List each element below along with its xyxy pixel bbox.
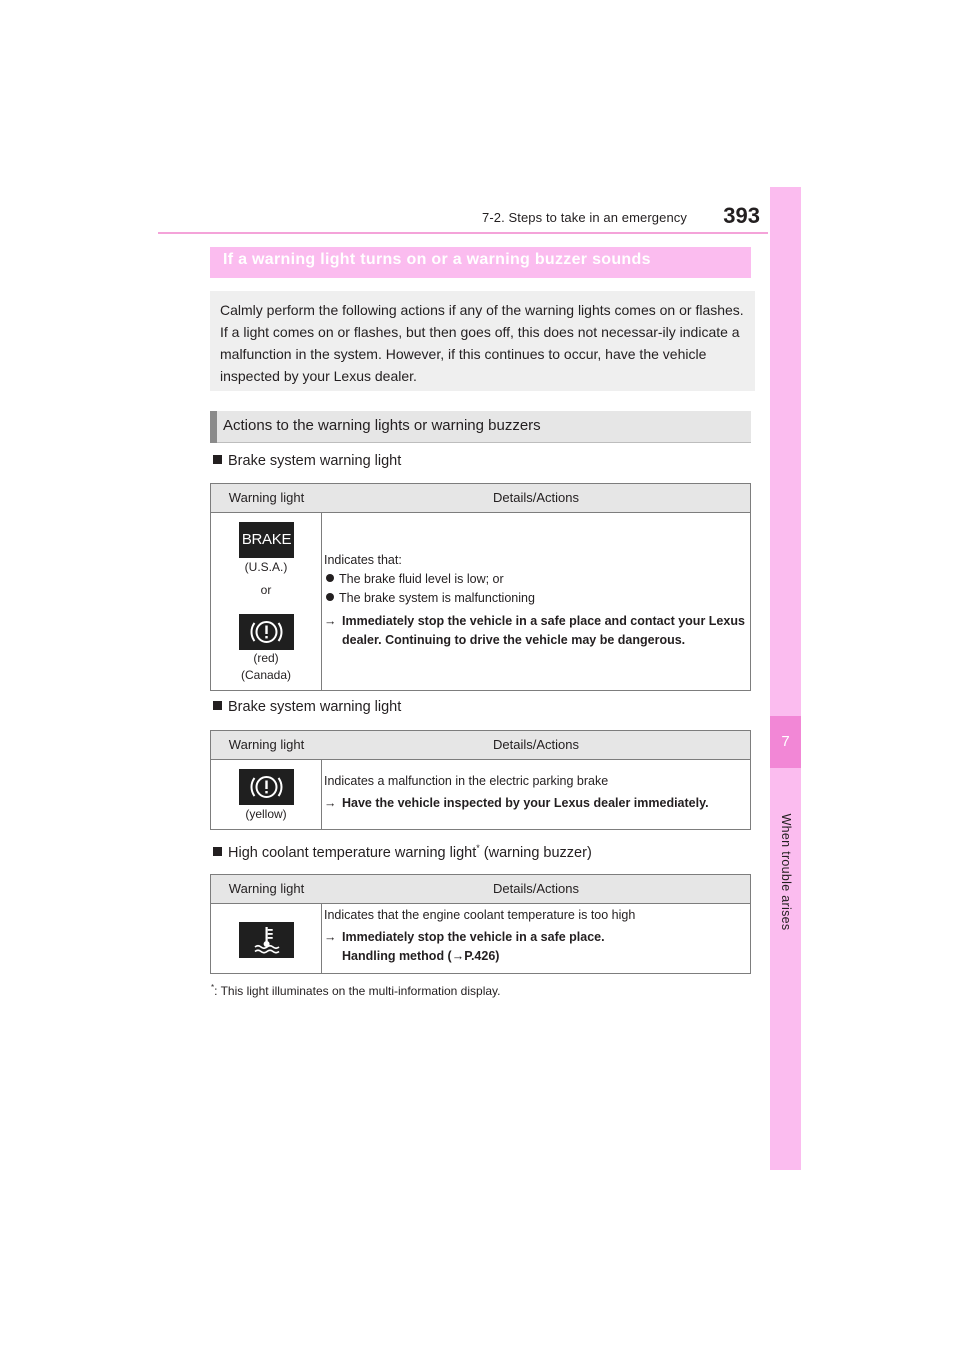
details-cell: Indicates that the engine coolant temperature is too high → Immediately stop the vehicle in a safe place. Handling method (→P.426) [324, 906, 746, 966]
chapter-label: When trouble arises [779, 813, 793, 931]
warning-table [210, 730, 751, 830]
parking-brake-exclamation-icon [239, 769, 294, 805]
list-item: The brake fluid level is low; or [324, 570, 746, 589]
square-bullet-icon [213, 455, 222, 464]
warning-table [210, 483, 751, 691]
table-header [211, 484, 750, 513]
label-usa: (U.S.A.) [244, 560, 288, 574]
label-or: or [260, 583, 272, 597]
action-text: → Immediately stop the vehicle in a safe place. [324, 928, 746, 947]
header-divider [158, 232, 768, 234]
label-yellow: (yellow) [245, 807, 287, 821]
action-text: → Immediately stop the vehicle in a safe place and contact your Lexus [324, 612, 746, 631]
label-red: (red) [253, 651, 279, 665]
section-heading [210, 411, 751, 443]
chapter-side-tab [770, 187, 801, 1170]
label-canada: (Canada) [240, 668, 292, 682]
arrow-icon: → [324, 614, 337, 628]
subsection-title: Brake system warning light [213, 453, 401, 469]
subsection-title: Brake system warning light [213, 699, 401, 715]
arrow-icon: → [324, 930, 337, 944]
bullet-icon [326, 593, 334, 601]
intro-box: Calmly perform the following actions if any of the warning lights comes on or flashes. If a light comes on or flashes, but then goes off, this does not necessar-ily indicate a malfunction in the system. However, if this continues to occur, have the vehicle inspected by your Lexus dealer. [210, 291, 755, 391]
section-heading-text: Actions to the warning lights or warning buzzers [223, 417, 541, 434]
warning-table [210, 874, 751, 974]
brake-exclamation-icon [239, 614, 294, 650]
details-cell: Indicates that: The brake fluid level is low; or The brake system is malfunctioning → Immediately stop the vehicle in a safe place and contact your Lexus dealer. Continuing to drive the vehicle may be dangerous. [324, 553, 745, 647]
title-bar [210, 247, 751, 278]
coolant-temperature-icon [239, 922, 294, 958]
brake-text-icon: BRAKE [239, 522, 294, 558]
page-number: 393 [723, 203, 760, 228]
square-bullet-icon [213, 847, 222, 856]
chapter-number: 7 [770, 716, 801, 768]
action-text: → Have the vehicle inspected by your Lexus dealer immediately. [324, 794, 746, 813]
square-bullet-icon [213, 701, 222, 710]
section-header: 7-2. Steps to take in an emergency [481, 210, 687, 225]
bullet-icon [326, 574, 334, 582]
footnote: *: This light illuminates on the multi-information display. [211, 983, 501, 998]
header-warning-light: Warning light [228, 490, 305, 505]
details-cell: Indicates a malfunction in the electric parking brake → Have the vehicle inspected by your Lexus dealer immediately. [324, 772, 746, 813]
arrow-icon: → [324, 796, 337, 810]
header-details: Details/Actions [493, 490, 579, 505]
subsection-title: High coolant temperature warning light* (warning buzzer) [213, 843, 592, 861]
table-header: Warning light Details/Actions [211, 731, 750, 760]
table-header: Warning light Details/Actions [211, 875, 750, 904]
title-text: If a warning light turns on or a warning buzzer sounds [223, 251, 651, 268]
heading-accent-bar [210, 411, 217, 443]
list-item: The brake system is malfunctioning [324, 589, 746, 608]
page-reference: Handling method (→P.426) [342, 949, 500, 963]
